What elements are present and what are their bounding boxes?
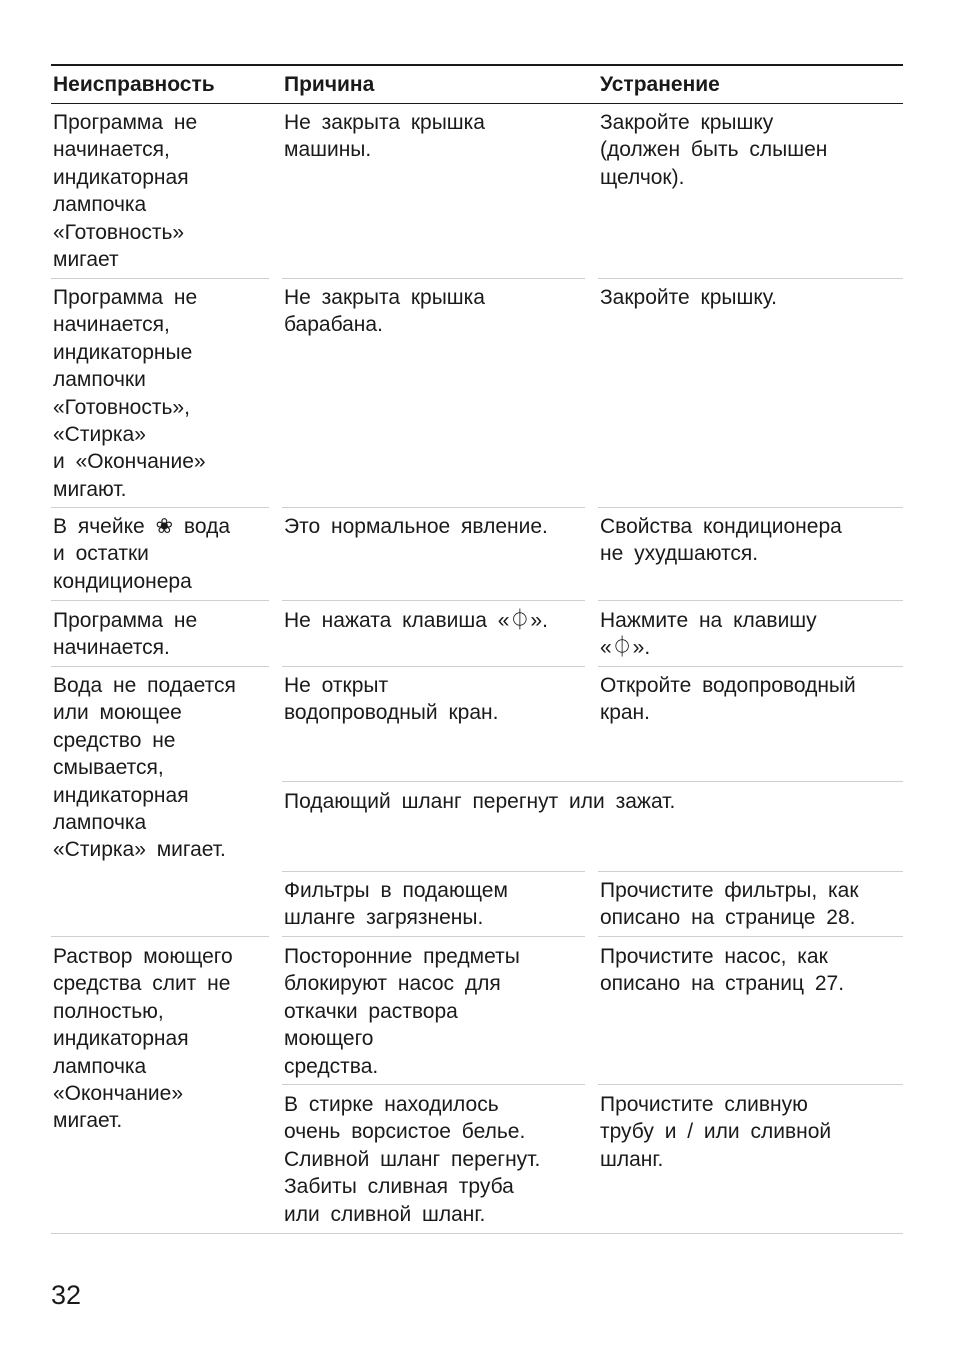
cause-cell: Фильтры в подающем шланге загрязнены. — [284, 879, 508, 930]
fault-cell: Программа не начинается, индикаторная лампочка «Готовность» мигает — [53, 111, 198, 272]
remedy-cell: Прочистите фильтры, как описано на странице 28. — [600, 879, 859, 930]
cause-cell: Не закрыта крышка барабана. — [284, 286, 485, 337]
column-header-remedy: Устранение — [600, 73, 720, 96]
fault-cell: Вода не подается или моющее средство не смывается, индикаторная лампочка «Стирка» мигает. — [53, 674, 236, 862]
cause-cell: Не нажата клавиша «⏀». — [284, 609, 548, 632]
cause-cell: Не закрыта крышка машины. — [284, 111, 485, 162]
row-divider — [51, 666, 269, 667]
row-divider — [598, 1084, 903, 1085]
remedy-cell: Откройте водопроводный кран. — [600, 674, 856, 725]
remedy-cell: Свойства кондиционера не ухудшаются. — [600, 515, 842, 566]
remedy-cell: Закройте крышку (должен быть слышен щелчок). — [600, 111, 828, 189]
column-header-cause: Причина — [284, 73, 375, 96]
row-divider — [282, 507, 585, 508]
cause-remedy-combined-cell: Подающий шланг перегнут или зажат. — [284, 790, 676, 813]
row-divider — [282, 781, 903, 782]
row-divider — [282, 278, 585, 279]
remedy-cell: Прочистите насос, как описано на страниц 27. — [600, 945, 845, 996]
fault-cell: Программа не начинается, индикаторные лампочки «Готовность», «Стирка» и «Окончание» мигают. — [53, 286, 206, 501]
row-divider — [282, 600, 585, 601]
table-top-rule — [51, 64, 903, 66]
page-number: 32 — [51, 1280, 82, 1310]
row-divider — [51, 278, 269, 279]
row-divider — [282, 666, 585, 667]
row-divider — [598, 871, 903, 872]
row-divider — [282, 871, 585, 872]
fault-cell: В ячейке ❀ вода и остатки кондиционера — [53, 515, 231, 593]
remedy-cell: Прочистите сливную трубу и / или сливной шланг. — [600, 1093, 832, 1171]
table-header-rule — [51, 103, 903, 104]
cause-cell: В стирке находилось очень ворсистое белье. Сливной шланг перегнут. Забиты сливная труба или сливной шланг. — [284, 1093, 541, 1226]
cause-cell: Не открыт водопроводный кран. — [284, 674, 499, 725]
fault-cell: Раствор моющего средства слит не полностью, индикаторная лампочка «Окончание» мигает. — [53, 945, 233, 1133]
row-divider — [598, 507, 903, 508]
row-divider — [598, 936, 903, 937]
table-bottom-rule — [51, 1233, 903, 1234]
cause-cell: Посторонние предметы блокируют насос для откачки раствора моющего средства. — [284, 945, 520, 1078]
row-divider — [598, 666, 903, 667]
remedy-cell: Нажмите на клавишу «⏀». — [600, 609, 817, 660]
row-divider — [598, 278, 903, 279]
row-divider — [598, 600, 903, 601]
cause-cell: Это нормальное явление. — [284, 515, 548, 538]
row-divider — [51, 600, 269, 601]
row-divider — [282, 936, 585, 937]
remedy-cell: Закройте крышку. — [600, 286, 777, 309]
row-divider — [51, 936, 269, 937]
fault-cell: Программа не начинается. — [53, 609, 198, 660]
row-divider — [282, 1084, 585, 1085]
row-divider — [51, 507, 269, 508]
column-header-fault: Неисправность — [53, 73, 215, 96]
